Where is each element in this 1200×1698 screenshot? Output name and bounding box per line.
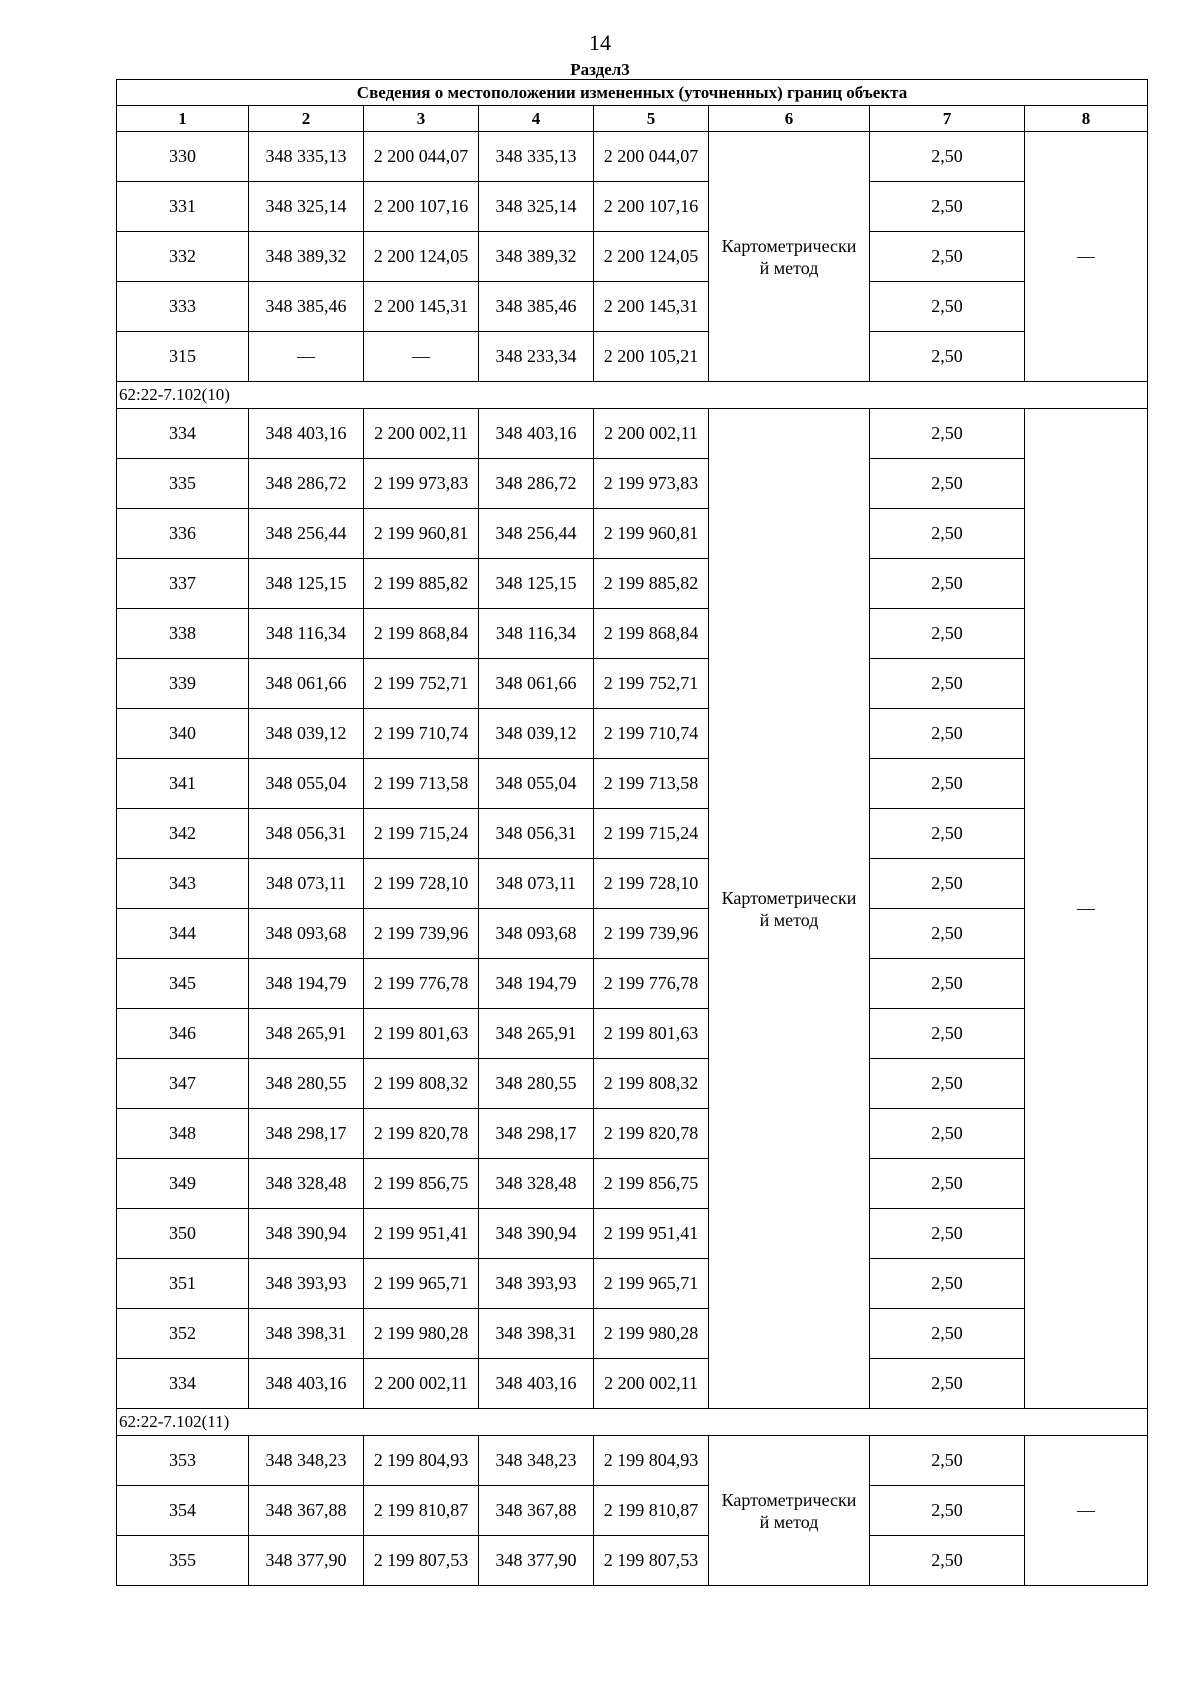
point-number: 315: [117, 332, 249, 382]
table-row: [117, 1159, 1148, 1209]
accuracy-cell: 2,50: [870, 659, 1025, 709]
accuracy-cell: 2,50: [870, 1436, 1025, 1486]
cell-x-existing: 348 393,93: [249, 1259, 364, 1309]
cell-x-existing: 348 298,17: [249, 1109, 364, 1159]
cell-x-refined: 348 298,17: [479, 1109, 594, 1159]
group-label-row: [117, 382, 1148, 409]
table-row: [117, 1309, 1148, 1359]
accuracy-cell: 2,50: [870, 1209, 1025, 1259]
column-number: 1: [117, 106, 249, 132]
cell-y-refined: 2 199 752,71: [594, 659, 709, 709]
cell-y-existing: 2 199 713,58: [364, 759, 479, 809]
table-caption-row: [117, 80, 1148, 106]
accuracy-cell: 2,50: [870, 1359, 1025, 1409]
cell-x-existing: 348 385,46: [249, 282, 364, 332]
cell-y-refined: 2 199 960,81: [594, 509, 709, 559]
point-number: 335: [117, 459, 249, 509]
point-number: 332: [117, 232, 249, 282]
accuracy-cell: 2,50: [870, 232, 1025, 282]
cell-x-existing: 348 398,31: [249, 1309, 364, 1359]
cell-y-refined: 2 199 728,10: [594, 859, 709, 909]
cell-x-existing: 348 348,23: [249, 1436, 364, 1486]
point-number: 336: [117, 509, 249, 559]
column-number: 7: [870, 106, 1025, 132]
accuracy-cell: 2,50: [870, 132, 1025, 182]
table-row: [117, 909, 1148, 959]
cell-y-refined: 2 199 710,74: [594, 709, 709, 759]
accuracy-cell: 2,50: [870, 609, 1025, 659]
cell-y-existing: 2 199 856,75: [364, 1159, 479, 1209]
accuracy-cell: 2,50: [870, 859, 1025, 909]
cell-x-refined: 348 403,16: [479, 1359, 594, 1409]
cell-y-refined: 2 199 885,82: [594, 559, 709, 609]
table-caption: Сведения о местоположении измененных (уточненных) границ объекта: [117, 80, 1148, 106]
cell-x-existing: 348 194,79: [249, 959, 364, 1009]
cell-x-refined: 348 403,16: [479, 409, 594, 459]
cell-y-refined: 2 199 856,75: [594, 1159, 709, 1209]
point-number: 338: [117, 609, 249, 659]
point-number: 344: [117, 909, 249, 959]
section-title: Раздел3: [570, 60, 630, 79]
table-row: [117, 232, 1148, 282]
point-number: 353: [117, 1436, 249, 1486]
cell-y-refined: 2 200 044,07: [594, 132, 709, 182]
method-text-line1: Картометрически: [721, 235, 857, 256]
group-label-row: [117, 1409, 1148, 1436]
column-number: 2: [249, 106, 364, 132]
cell-x-existing: 348 377,90: [249, 1536, 364, 1586]
cell-y-existing: 2 199 715,24: [364, 809, 479, 859]
cell-y-existing: 2 199 804,93: [364, 1436, 479, 1486]
cell-x-refined: 348 335,13: [479, 132, 594, 182]
method-text-line2: й метод: [759, 909, 819, 930]
cell-x-refined: 348 073,11: [479, 859, 594, 909]
accuracy-cell: 2,50: [870, 1109, 1025, 1159]
point-number: 350: [117, 1209, 249, 1259]
table-row: [117, 559, 1148, 609]
column-number: 3: [364, 106, 479, 132]
cell-y-existing: 2 199 810,87: [364, 1486, 479, 1536]
table-row: [117, 182, 1148, 232]
cell-y-refined: 2 200 124,05: [594, 232, 709, 282]
method-cell: [709, 1436, 870, 1586]
cell-x-refined: 348 093,68: [479, 909, 594, 959]
cell-y-existing: 2 199 885,82: [364, 559, 479, 609]
cell-x-refined: 348 328,48: [479, 1159, 594, 1209]
cell-x-refined: 348 325,14: [479, 182, 594, 232]
cell-x-existing: 348 265,91: [249, 1009, 364, 1059]
cell-y-refined: 2 199 810,87: [594, 1486, 709, 1536]
cell-y-existing: 2 200 145,31: [364, 282, 479, 332]
cell-y-refined: 2 199 951,41: [594, 1209, 709, 1259]
cell-x-refined: 348 265,91: [479, 1009, 594, 1059]
cell-x-refined: 348 055,04: [479, 759, 594, 809]
table-row: [117, 1486, 1148, 1536]
table-row: [117, 409, 1148, 459]
table-row: [117, 709, 1148, 759]
cell-x-refined: 348 385,46: [479, 282, 594, 332]
point-number: 346: [117, 1009, 249, 1059]
cell-x-refined: 348 233,34: [479, 332, 594, 382]
accuracy-cell: 2,50: [870, 1486, 1025, 1536]
cell-y-existing: 2 199 808,32: [364, 1059, 479, 1109]
accuracy-cell: 2,50: [870, 332, 1025, 382]
cell-x-existing: 348 403,16: [249, 409, 364, 459]
cell-y-existing: 2 199 980,28: [364, 1309, 479, 1359]
cell-y-existing: 2 199 710,74: [364, 709, 479, 759]
accuracy-cell: 2,50: [870, 909, 1025, 959]
cell-y-refined: 2 200 002,11: [594, 1359, 709, 1409]
cell-y-existing: 2 199 739,96: [364, 909, 479, 959]
cell-y-refined: 2 199 965,71: [594, 1259, 709, 1309]
cell-y-existing: 2 200 107,16: [364, 182, 479, 232]
table-body: [117, 80, 1148, 1586]
cell-y-existing: 2 199 776,78: [364, 959, 479, 1009]
cell-x-refined: 348 390,94: [479, 1209, 594, 1259]
table-row: [117, 659, 1148, 709]
point-number: 352: [117, 1309, 249, 1359]
cell-x-existing: 348 328,48: [249, 1159, 364, 1209]
accuracy-cell: 2,50: [870, 459, 1025, 509]
point-number: 347: [117, 1059, 249, 1109]
accuracy-cell: 2,50: [870, 509, 1025, 559]
cell-x-refined: 348 280,55: [479, 1059, 594, 1109]
cell-y-refined: 2 199 980,28: [594, 1309, 709, 1359]
cell-y-refined: 2 199 973,83: [594, 459, 709, 509]
cell-y-refined: 2 199 713,58: [594, 759, 709, 809]
cell-y-existing: 2 199 951,41: [364, 1209, 479, 1259]
cell-y-refined: 2 199 776,78: [594, 959, 709, 1009]
cell-y-refined: 2 199 807,53: [594, 1536, 709, 1586]
cell-x-refined: 348 286,72: [479, 459, 594, 509]
cell-y-refined: 2 199 715,24: [594, 809, 709, 859]
cell-x-refined: 348 056,31: [479, 809, 594, 859]
page-number: 14: [589, 30, 611, 55]
point-number: 334: [117, 409, 249, 459]
cell-x-existing: 348 389,32: [249, 232, 364, 282]
accuracy-cell: 2,50: [870, 1009, 1025, 1059]
cell-y-existing: 2 199 868,84: [364, 609, 479, 659]
point-number: 345: [117, 959, 249, 1009]
cell-y-existing: —: [364, 332, 479, 382]
cell-x-existing: 348 286,72: [249, 459, 364, 509]
table-row: [117, 459, 1148, 509]
method-text-line1: Картометрически: [721, 1489, 857, 1510]
table-row: [117, 1109, 1148, 1159]
cell-y-existing: 2 200 124,05: [364, 232, 479, 282]
cell-x-refined: 348 061,66: [479, 659, 594, 709]
table-row: [117, 282, 1148, 332]
table-row: [117, 1259, 1148, 1309]
method-text-line2: й метод: [759, 257, 819, 278]
cell-y-existing: 2 199 960,81: [364, 509, 479, 559]
cell-x-existing: 348 367,88: [249, 1486, 364, 1536]
cell-x-refined: 348 116,34: [479, 609, 594, 659]
method-cell: [709, 132, 870, 382]
table-row: [117, 1436, 1148, 1486]
cell-x-existing: 348 061,66: [249, 659, 364, 709]
accuracy-cell: 2,50: [870, 959, 1025, 1009]
cell-y-refined: 2 200 105,21: [594, 332, 709, 382]
col8-cell: —: [1025, 132, 1148, 382]
point-number: 337: [117, 559, 249, 609]
table-row: [117, 1209, 1148, 1259]
accuracy-cell: 2,50: [870, 409, 1025, 459]
coordinates-table: [116, 79, 1148, 1586]
cell-y-existing: 2 199 973,83: [364, 459, 479, 509]
point-number: 351: [117, 1259, 249, 1309]
cell-x-refined: 348 256,44: [479, 509, 594, 559]
cell-y-existing: 2 200 002,11: [364, 409, 479, 459]
cell-y-existing: 2 199 965,71: [364, 1259, 479, 1309]
column-number-row: [117, 106, 1148, 132]
point-number: 339: [117, 659, 249, 709]
point-number: 330: [117, 132, 249, 182]
cell-x-refined: 348 367,88: [479, 1486, 594, 1536]
table-row: [117, 1009, 1148, 1059]
cell-x-refined: 348 039,12: [479, 709, 594, 759]
table-row: [117, 332, 1148, 382]
point-number: 334: [117, 1359, 249, 1409]
col8-cell: —: [1025, 409, 1148, 1409]
cell-x-existing: 348 116,34: [249, 609, 364, 659]
accuracy-cell: 2,50: [870, 1159, 1025, 1209]
cell-y-refined: 2 199 808,32: [594, 1059, 709, 1109]
cell-y-refined: 2 199 801,63: [594, 1009, 709, 1059]
accuracy-cell: 2,50: [870, 1309, 1025, 1359]
table-row: [117, 809, 1148, 859]
group-label: 62:22-7.102(10): [117, 382, 1148, 409]
cell-y-refined: 2 200 145,31: [594, 282, 709, 332]
point-number: 354: [117, 1486, 249, 1536]
cell-x-refined: 348 125,15: [479, 559, 594, 609]
point-number: 341: [117, 759, 249, 809]
table-row: [117, 509, 1148, 559]
cell-y-existing: 2 199 728,10: [364, 859, 479, 909]
cell-x-existing: 348 039,12: [249, 709, 364, 759]
point-number: 355: [117, 1536, 249, 1586]
col8-cell: —: [1025, 1436, 1148, 1586]
accuracy-cell: 2,50: [870, 1059, 1025, 1109]
point-number: 333: [117, 282, 249, 332]
accuracy-cell: 2,50: [870, 182, 1025, 232]
cell-y-refined: 2 199 868,84: [594, 609, 709, 659]
cell-x-existing: 348 280,55: [249, 1059, 364, 1109]
table-row: [117, 609, 1148, 659]
method-text-line1: Картометрически: [721, 887, 857, 908]
point-number: 331: [117, 182, 249, 232]
point-number: 348: [117, 1109, 249, 1159]
method-text-line2: й метод: [759, 1511, 819, 1532]
group-label: 62:22-7.102(11): [117, 1409, 1148, 1436]
accuracy-cell: 2,50: [870, 759, 1025, 809]
table-row: [117, 959, 1148, 1009]
cell-x-existing: 348 403,16: [249, 1359, 364, 1409]
cell-x-existing: 348 056,31: [249, 809, 364, 859]
column-number: 8: [1025, 106, 1148, 132]
cell-x-existing: 348 073,11: [249, 859, 364, 909]
cell-x-existing: 348 125,15: [249, 559, 364, 609]
table-row: [117, 132, 1148, 182]
cell-x-refined: 348 389,32: [479, 232, 594, 282]
cell-y-refined: 2 199 804,93: [594, 1436, 709, 1486]
table-row: [117, 1059, 1148, 1109]
cell-y-existing: 2 200 044,07: [364, 132, 479, 182]
column-number: 6: [709, 106, 870, 132]
table-row: [117, 1359, 1148, 1409]
accuracy-cell: 2,50: [870, 282, 1025, 332]
column-number: 5: [594, 106, 709, 132]
table-row: [117, 859, 1148, 909]
cell-y-refined: 2 199 820,78: [594, 1109, 709, 1159]
accuracy-cell: 2,50: [870, 559, 1025, 609]
accuracy-cell: 2,50: [870, 709, 1025, 759]
point-number: 340: [117, 709, 249, 759]
cell-x-existing: 348 256,44: [249, 509, 364, 559]
method-cell: [709, 409, 870, 1409]
cell-y-existing: 2 200 002,11: [364, 1359, 479, 1409]
cell-y-refined: 2 200 002,11: [594, 409, 709, 459]
cell-x-refined: 348 398,31: [479, 1309, 594, 1359]
cell-y-existing: 2 199 807,53: [364, 1536, 479, 1586]
table-row: [117, 759, 1148, 809]
cell-x-refined: 348 393,93: [479, 1259, 594, 1309]
accuracy-cell: 2,50: [870, 809, 1025, 859]
cell-y-refined: 2 200 107,16: [594, 182, 709, 232]
point-number: 343: [117, 859, 249, 909]
cell-x-existing: —: [249, 332, 364, 382]
table-row: [117, 1536, 1148, 1586]
cell-y-existing: 2 199 801,63: [364, 1009, 479, 1059]
accuracy-cell: 2,50: [870, 1259, 1025, 1309]
cell-x-existing: 348 055,04: [249, 759, 364, 809]
cell-x-refined: 348 348,23: [479, 1436, 594, 1486]
cell-y-existing: 2 199 820,78: [364, 1109, 479, 1159]
cell-x-existing: 348 093,68: [249, 909, 364, 959]
cell-x-existing: 348 335,13: [249, 132, 364, 182]
point-number: 349: [117, 1159, 249, 1209]
cell-x-refined: 348 377,90: [479, 1536, 594, 1586]
cell-x-refined: 348 194,79: [479, 959, 594, 1009]
accuracy-cell: 2,50: [870, 1536, 1025, 1586]
cell-x-existing: 348 390,94: [249, 1209, 364, 1259]
cell-y-refined: 2 199 739,96: [594, 909, 709, 959]
column-number: 4: [479, 106, 594, 132]
cell-y-existing: 2 199 752,71: [364, 659, 479, 709]
point-number: 342: [117, 809, 249, 859]
cell-x-existing: 348 325,14: [249, 182, 364, 232]
